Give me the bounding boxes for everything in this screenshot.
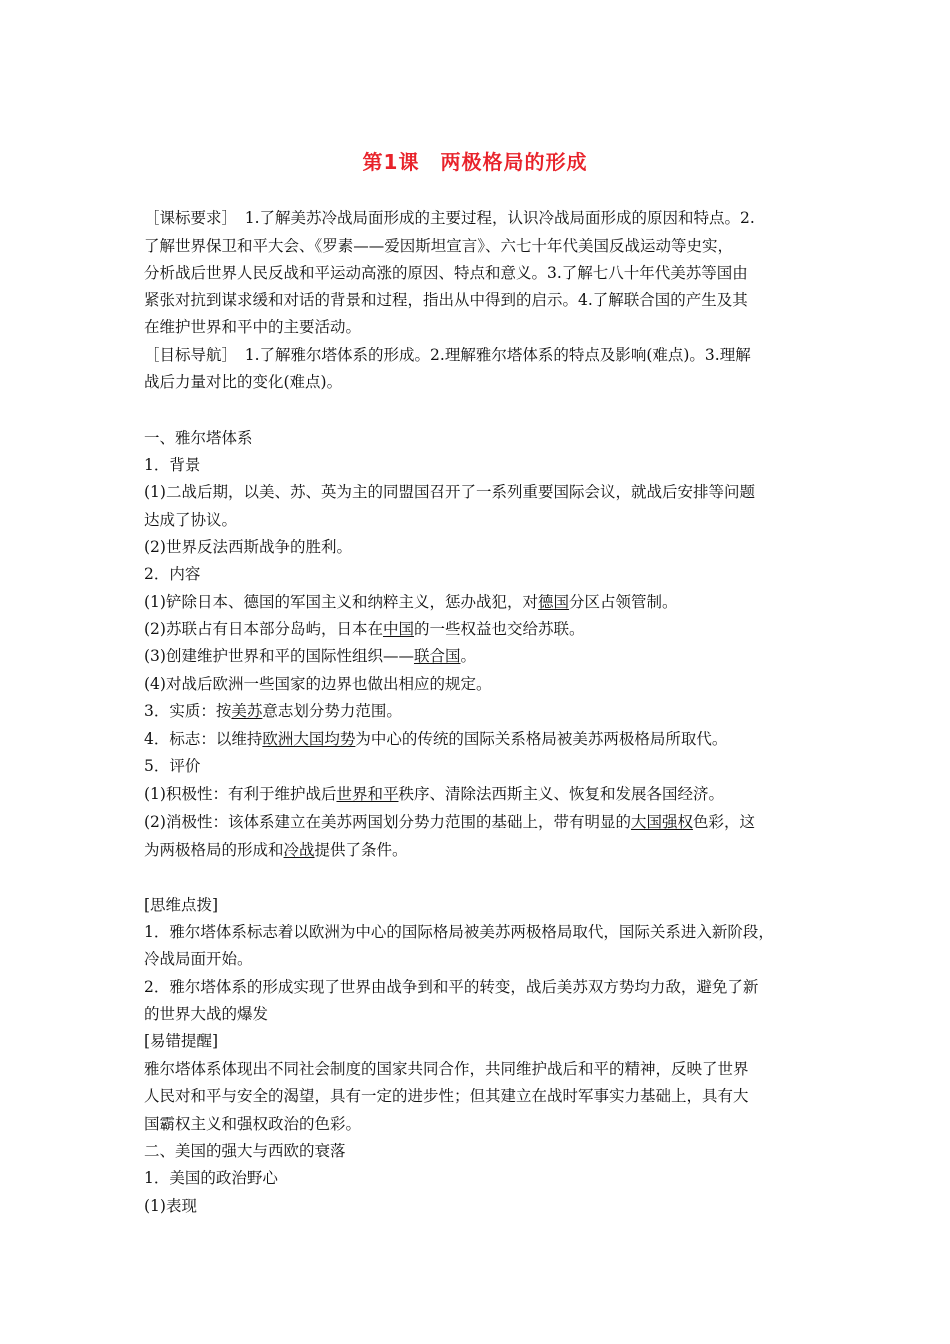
text-segment: 5．评价 (144, 757, 201, 775)
underlined-answer: 美苏 (231, 702, 263, 720)
text-segment: 战后力量对比的变化(难点)。 (144, 373, 343, 391)
underlined-answer: 大国强权 (630, 813, 693, 831)
text-line (144, 454, 200, 476)
text-line (144, 1030, 218, 1052)
text-segment: 1．美国的政治野心 (144, 1169, 278, 1187)
text-line (144, 948, 253, 970)
text-segment: (1)积极性：有利于维护战后 (144, 785, 337, 803)
text-line (144, 618, 585, 640)
text-segment: (1)二战后期，以美、苏、英为主的同盟国召开了一系列重要国际会议，就战后安排等问题 (144, 483, 755, 501)
text-line (144, 894, 218, 916)
text-segment: [易错提醒] (144, 1032, 219, 1050)
text-segment: 。 (460, 647, 476, 665)
text-segment: 1．背景 (144, 456, 201, 474)
text-line (144, 563, 200, 585)
text-line (144, 976, 758, 998)
text-line (144, 1167, 278, 1189)
text-line (144, 509, 237, 531)
text-segment: (2)世界反法西斯战争的胜利。 (144, 538, 352, 556)
text-segment: 意志划分势力范围。 (262, 702, 402, 720)
text-line (144, 1195, 197, 1217)
underlined-answer: 世界和平 (336, 785, 399, 803)
text-line (144, 481, 755, 503)
text-line (144, 316, 361, 338)
text-line (144, 811, 755, 833)
text-line (144, 289, 748, 311)
text-line (144, 839, 408, 861)
text-segment: 分析战后世界人民反战和平运动高涨的原因、特点和意义。3.了解七八十年代美苏等国由 (144, 264, 748, 282)
text-line (144, 1058, 749, 1080)
text-segment: 人民对和平与安全的渴望，具有一定的进步性；但其建立在战时军事实力基础上，具有大 (144, 1087, 749, 1105)
text-line (144, 207, 755, 229)
text-segment: 提供了条件。 (314, 841, 408, 859)
text-segment: 2．内容 (144, 565, 201, 583)
text-line (144, 262, 748, 284)
text-line (144, 755, 200, 777)
text-segment: 了解世界保卫和平大会、《罗素——爱因斯坦宣言》、六七十年代美国反战运动等史实， (144, 237, 734, 255)
text-segment: (2)苏联占有日本部分岛屿，日本在 (144, 620, 383, 638)
text-segment: (3)创建维护世界和平的国际性组织—— (144, 647, 414, 665)
text-segment: 1．雅尔塔体系标志着以欧洲为中心的国际格局被美苏两极格局取代，国际关系进入新阶段， (144, 923, 774, 941)
text-line (144, 344, 751, 366)
page-title: 第1课 两极格局的形成 (362, 150, 588, 174)
text-segment: 色彩，这 (692, 813, 755, 831)
text-segment: 秩序、清除法西斯主义、恢复和发展各国经济。 (398, 785, 724, 803)
text-segment: 为中心的传统的国际关系格局被美苏两极格局所取代。 (355, 730, 728, 748)
text-segment: [思维点拨] (144, 896, 219, 914)
text-line (144, 1140, 346, 1162)
text-segment: ［目标导航］ 1.了解雅尔塔体系的形成。2.理解雅尔塔体系的特点及影响(难点)。3.理解 (144, 346, 751, 364)
text-segment: 国霸权主义和强权政治的色彩。 (144, 1115, 362, 1133)
text-segment: 分区占领管制。 (568, 593, 678, 611)
text-line (144, 235, 733, 257)
text-line (144, 591, 678, 613)
text-segment: (4)对战后欧洲一些国家的边界也做出相应的规定。 (144, 675, 492, 693)
text-line (144, 1085, 749, 1107)
text-line (144, 783, 724, 805)
text-segment: 一、雅尔塔体系 (144, 429, 253, 447)
text-segment: (2)消极性：该体系建立在美苏两国划分势力范围的基础上，带有明显的 (144, 813, 631, 831)
text-line (144, 645, 476, 667)
text-line (144, 921, 774, 943)
text-segment: 达成了协议。 (144, 511, 238, 529)
text-segment: 3．实质：按 (144, 702, 232, 720)
underlined-answer: 冷战 (283, 841, 315, 859)
text-line (144, 1113, 361, 1135)
text-segment: 的世界大战的爆发 (144, 1005, 269, 1023)
text-segment: 在维护世界和平中的主要活动。 (144, 318, 362, 336)
text-segment: 2．雅尔塔体系的形成实现了世界由战争到和平的转变，战后美苏双方势均力敌，避免了新 (144, 978, 759, 996)
underlined-answer: 德国 (537, 593, 569, 611)
text-line (144, 700, 402, 722)
text-segment: 紧张对抗到谋求缓和对话的背景和过程，指出从中得到的启示。4.了解联合国的产生及其 (144, 291, 748, 309)
text-segment: 二、美国的强大与西欧的衰落 (144, 1142, 346, 1160)
text-segment: 4．标志：以维持 (144, 730, 263, 748)
text-line (144, 673, 491, 695)
text-segment: ［课标要求］ 1.了解美苏冷战局面形成的主要过程，认识冷战局面形成的原因和特点。2. (144, 209, 755, 227)
underlined-answer: 中国 (382, 620, 414, 638)
text-segment: 冷战局面开始。 (144, 950, 253, 968)
text-segment: 的一些权益也交给苏联。 (413, 620, 585, 638)
text-segment: 为两极格局的形成和 (144, 841, 284, 859)
text-line (144, 1003, 268, 1025)
text-line (144, 728, 727, 750)
underlined-answer: 欧洲大国均势 (262, 730, 356, 748)
text-line (144, 427, 253, 449)
underlined-answer: 联合国 (413, 647, 461, 665)
text-line (144, 536, 352, 558)
text-segment: (1)铲除日本、德国的军国主义和纳粹主义，惩办战犯，对 (144, 593, 538, 611)
text-segment: 雅尔塔体系体现出不同社会制度的国家共同合作，共同维护战后和平的精神，反映了世界 (144, 1060, 749, 1078)
text-segment: (1)表现 (144, 1197, 197, 1215)
text-line (144, 371, 342, 393)
